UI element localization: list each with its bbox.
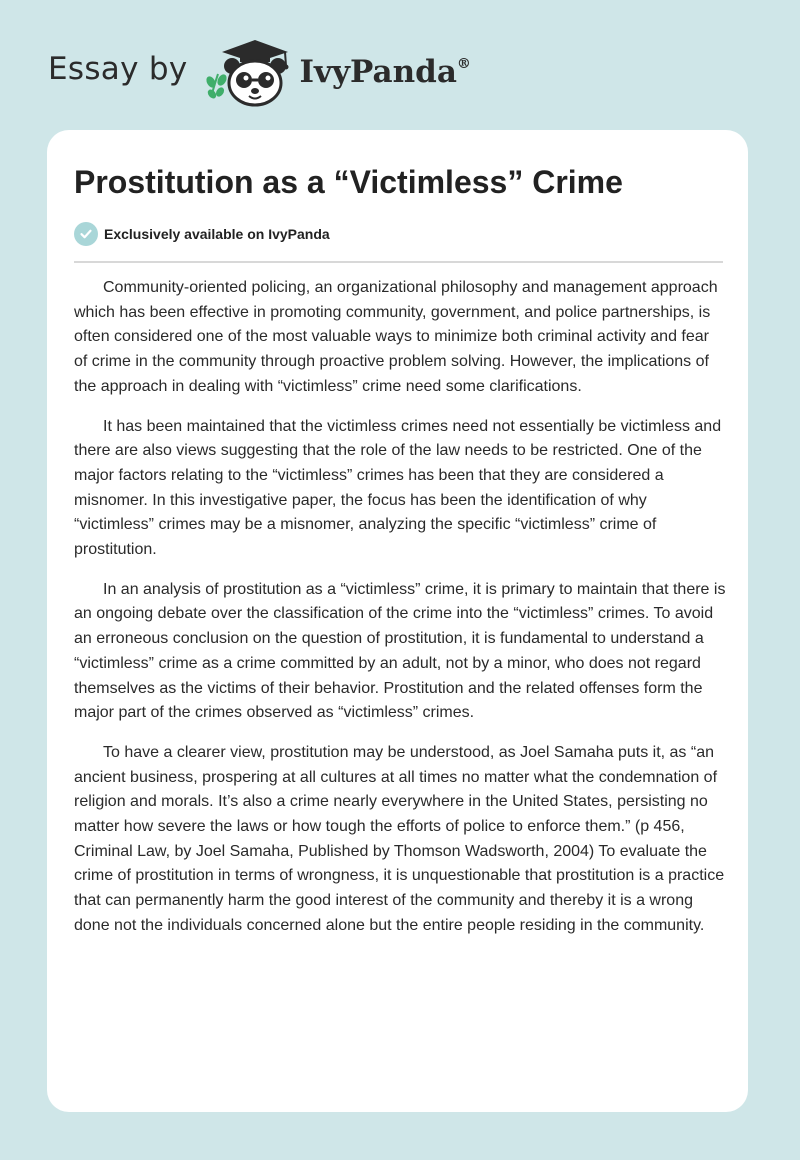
logo-wordmark: IvyPanda® bbox=[299, 54, 471, 90]
badge-label: Exclusively available on IvyPanda bbox=[104, 226, 330, 242]
page-title: Prostitution as a “Victimless” Crime bbox=[74, 164, 623, 200]
leaf-icon bbox=[204, 73, 228, 100]
paragraph: It has been maintained that the victimless crimes need not essentially be victimless and there are also views suggesting that the role of the law needs to be restricted. One of the major factors relating to the “victimless” crimes has been that they are considered a misnomer. In this investigative paper, the focus has been the identification of why “victimless” crimes may be a misnomer, analyzing the specific “victimless” crime of prostitution. bbox=[74, 417, 722, 559]
essay-card bbox=[47, 130, 748, 1112]
essay-body bbox=[74, 276, 726, 954]
check-icon bbox=[74, 222, 98, 246]
paragraph: Community-oriented policing, an organizational philosophy and management approach which has been effective in promoting community, government, and police partnerships, is often considered one of the most valuable ways to minimize both criminal activity and fear of crime in the community through proactive problem solving. However, the implications of the approach in dealing with “victimless” crime need some clarifications. bbox=[74, 279, 718, 395]
panda-mascot-icon bbox=[202, 36, 298, 108]
logo-prefix: Essay by bbox=[48, 51, 188, 87]
paragraph: In an analysis of prostitution as a “victimless” crime, it is primary to maintain that there is an ongoing debate over the classification of the crime into the “victimless” crimes. To avoid an erroneous conclusion on the question of prostitution, it is fundamental to understand a “victimless” crime as a crime committed by an adult, not by a minor, who does not regard themselves as the victims of their behavior. Prostitution and the related offenses form the major part of the crimes observed as “victimless” crimes. bbox=[74, 580, 726, 722]
divider bbox=[74, 261, 723, 263]
paragraph: To have a clearer view, prostitution may be understood, as Joel Samaha puts it, as “an ancient business, prospering at all cultures at all times no matter what the condemnation of religion and morals. It’s also a crime nearly everywhere in the United States, persisting no matter how severe the laws or how tough the efforts of police to enforce them.” (p 456, Criminal Law, by Joel Samaha, Published by Thomson Wadsworth, 2004) To evaluate the crime of prostitution in terms of wrongness, it is unquestionable that prostitution is a practice that can permanently harm the good interest of the community and thereby it is a wrong done not the individuals concerned alone but the entire people residing in the community. bbox=[74, 743, 725, 934]
exclusive-badge bbox=[74, 222, 330, 246]
site-logo[interactable] bbox=[48, 36, 471, 108]
registered-mark: ® bbox=[456, 56, 471, 72]
